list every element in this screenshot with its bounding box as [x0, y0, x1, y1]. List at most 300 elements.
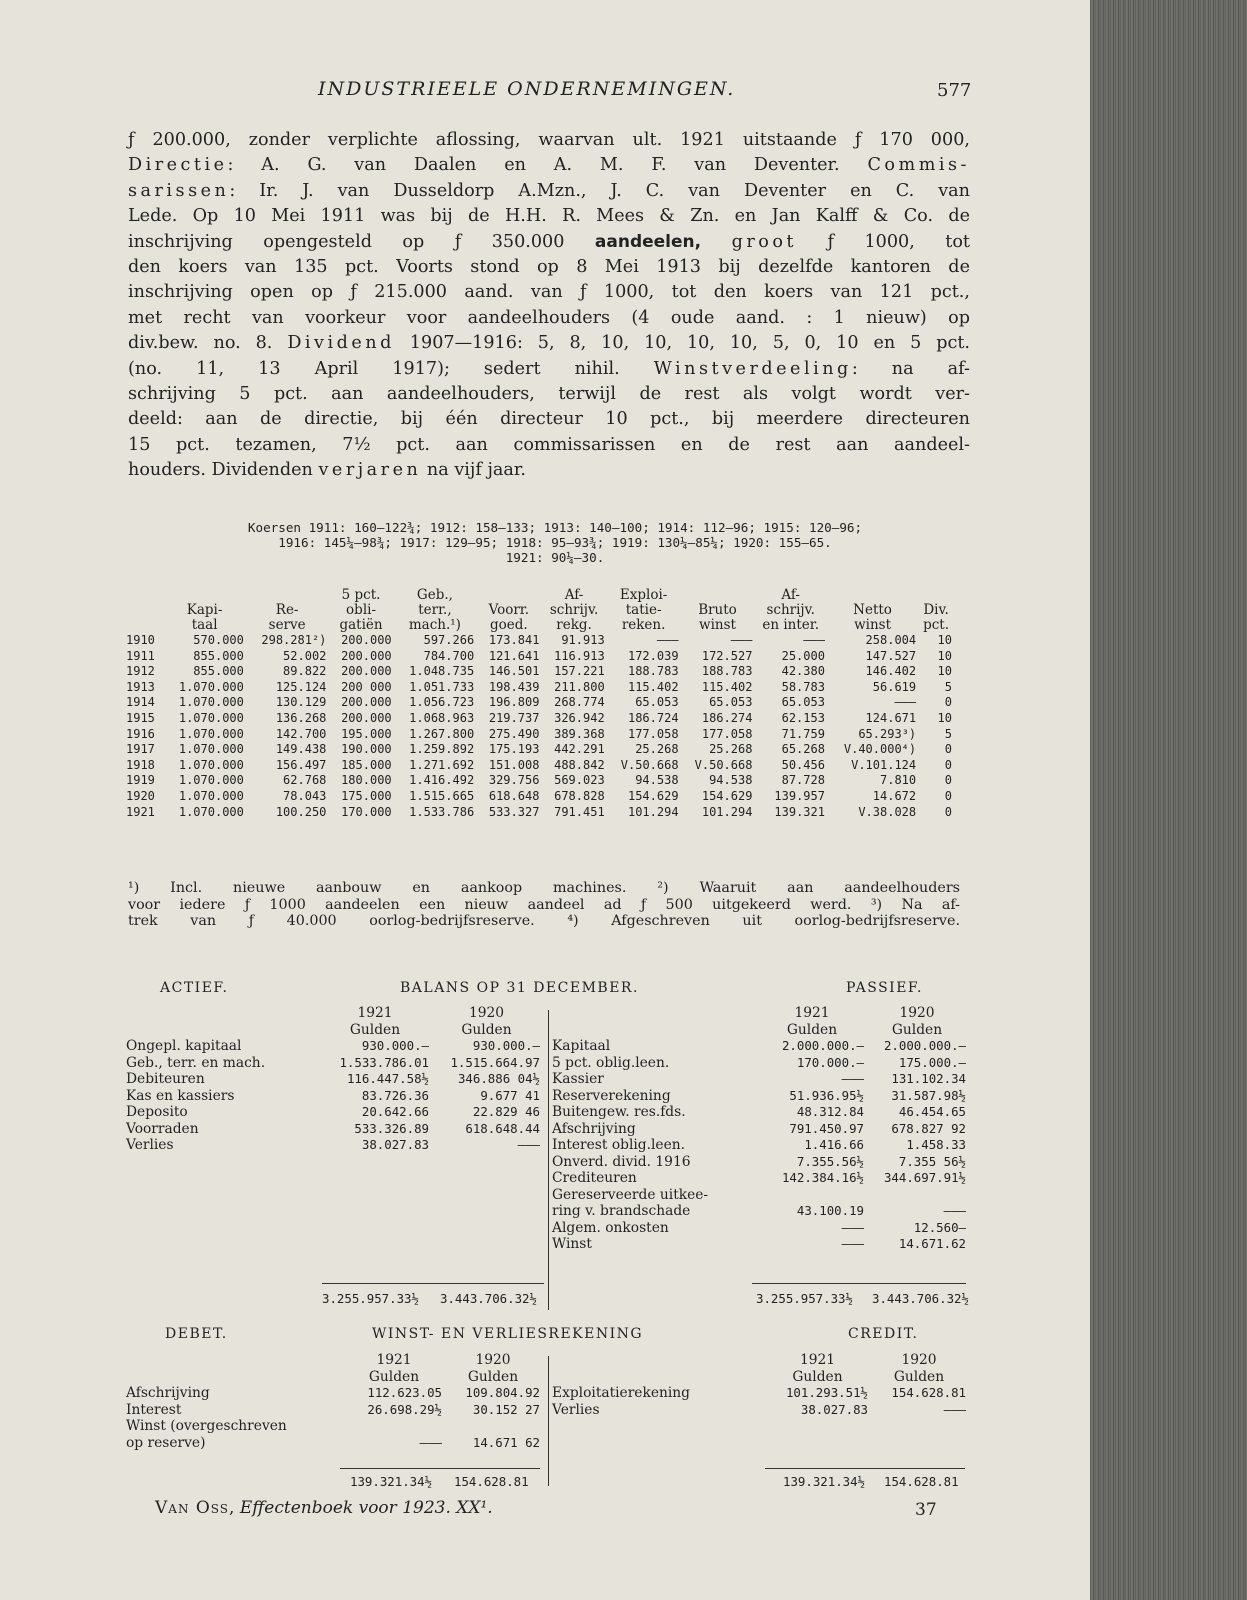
passief-item-label: Reserverekening: [552, 1087, 671, 1104]
actief-blank: [124, 1005, 319, 1022]
history-cell: 10: [937, 664, 952, 679]
passief-item-label: ring v. brandschade: [552, 1203, 691, 1219]
credit-row: [550, 1402, 968, 1419]
actief-value-1921: 83.726.36: [361, 1087, 429, 1103]
history-cell: 1.048.735: [409, 664, 475, 679]
credit-blank: [550, 1369, 765, 1386]
book-page-edges: [1090, 0, 1247, 1600]
history-cell: 1.068.963: [409, 710, 475, 725]
history-cell: 1.070.000: [178, 757, 244, 772]
passief-value-1921: 43.100.19: [796, 1203, 864, 1218]
passief-value-1921: 1.416.66: [804, 1137, 864, 1152]
passief-row: [550, 1104, 968, 1121]
history-cell: 151.008: [488, 757, 540, 772]
footnote-line: ¹) Incl. nieuwe aanbouw en aankoop machines. ²) Waaruit aan aandeelhouders: [128, 880, 960, 896]
history-column-header: Re- serve: [268, 602, 306, 633]
history-cell: 1.070.000: [178, 742, 244, 757]
actief-item-label: Voorraden: [126, 1120, 199, 1137]
history-cell: 136.268: [275, 710, 327, 725]
history-cell: 65.053: [781, 695, 825, 710]
history-year: 1913: [126, 679, 155, 694]
actief-row: [124, 1137, 542, 1154]
history-cell: 124.671: [865, 710, 917, 725]
history-cell: 125.124: [275, 679, 327, 694]
history-cell: 258.004: [865, 633, 917, 647]
history-cell: 180.000: [341, 773, 392, 788]
history-cell: 175.193: [488, 742, 540, 757]
body-line: [128, 407, 970, 432]
history-cell: 855.000: [193, 664, 244, 679]
share-price-line: 1916: 145¼—98¾; 1917: 129—95; 1918: 95—93¾; 1919: 130¼—85¼; 1920: 155—65.: [278, 535, 832, 550]
actief-value-1921: 20.642.66: [361, 1104, 429, 1119]
history-cell: 146.501: [488, 664, 540, 679]
history-cell: 5: [944, 679, 952, 694]
passief-item-label: Crediteuren: [552, 1170, 637, 1186]
history-row: [124, 711, 954, 727]
actief-item-label: Geb., terr. en mach.: [126, 1054, 266, 1071]
passief-value-1920: 131.102.34: [891, 1071, 966, 1086]
body-text-segment: Dividend: [287, 333, 395, 354]
body-line: [128, 128, 970, 153]
history-column-header: Voorr. goed.: [488, 602, 530, 633]
actief-row: [124, 1088, 542, 1105]
passief-year-header: [550, 1005, 968, 1022]
history-cell: 50.456: [781, 757, 825, 772]
history-cell: V.101.124: [851, 757, 917, 772]
history-year: 1919: [126, 773, 155, 788]
body-text-segment: houders. Dividenden: [128, 460, 319, 481]
body-text-segment: groot: [731, 231, 798, 252]
share-price-line: 1921: 90¼—30.: [505, 550, 605, 565]
actief-value-1920: 346.886 04½: [457, 1071, 540, 1086]
history-year: 1911: [126, 648, 155, 663]
history-cell: 275.490: [488, 726, 540, 741]
history-row: [124, 664, 954, 680]
passief-value-1921: ———: [841, 1071, 864, 1086]
history-cell: 172.039: [627, 648, 679, 663]
body-line: [128, 230, 970, 255]
actief-item-label: Ongepl. kapitaal: [126, 1038, 242, 1054]
history-cell: 154.629: [701, 788, 753, 803]
history-cell: 154.629: [627, 788, 679, 803]
history-cell: V.50.668: [620, 757, 679, 772]
passief-row: [550, 1088, 968, 1105]
actief-item-label: Verlies: [126, 1137, 174, 1153]
history-cell: 1.416.492: [409, 773, 475, 788]
history-cell: V.38.028: [858, 804, 917, 819]
share-price-line: Koersen 1911: 160—122¾; 1912: 158—133; 1913: 140—100; 1914: 112—96; 1915: 120—96;: [247, 520, 863, 535]
passief-value-1920: 46.454.65: [898, 1104, 966, 1119]
balans-actief-total-1921: 3.255.957.33½: [322, 1291, 419, 1306]
passief-item-label: Onverd. divid. 1916: [552, 1153, 691, 1170]
actief-value-1920: 930.000.—: [472, 1038, 540, 1053]
history-row: [124, 727, 954, 743]
passief-value-1920: 175.000.—: [898, 1054, 966, 1070]
passief-item-label: Gereserveerde uitkee-: [552, 1186, 709, 1203]
body-line: [128, 204, 970, 229]
body-line: [128, 433, 970, 458]
credit-unit-a: Gulden: [792, 1368, 843, 1385]
history-cell: 65.268: [781, 742, 825, 757]
history-cell: 10: [937, 648, 952, 663]
passief-item-label: 5 pct. oblig.leen.: [552, 1054, 670, 1071]
history-cell: 139.957: [774, 788, 825, 803]
body-line: [128, 306, 970, 331]
actief-row: [124, 1104, 542, 1121]
history-column-header: Div. pct.: [923, 602, 950, 633]
passief-value-1920: 7.355 56½: [898, 1153, 966, 1169]
debet-year-b: 1920: [475, 1352, 511, 1368]
history-row: [124, 789, 954, 805]
body-text-segment: Commis-: [867, 155, 970, 176]
history-cell: 326.942: [554, 710, 605, 725]
body-line: [128, 357, 970, 382]
body-text-segment: 15 pct. tezamen, 7½ pct. aan commissarissen en de rest aan aandeel-: [128, 434, 970, 455]
passief-row: [550, 1187, 968, 1204]
debet-row: [124, 1418, 542, 1435]
history-cell: 597.266: [423, 633, 475, 647]
history-cell: 389.368: [554, 726, 605, 741]
history-cell: 533.327: [488, 804, 540, 819]
actief-value-1921: 533.326.89: [354, 1120, 429, 1136]
passief-unit-b: Gulden: [891, 1021, 943, 1038]
winst-credit-total-rule: [765, 1468, 965, 1469]
history-cell: 146.402: [865, 664, 917, 679]
actief-year-header: [124, 1005, 542, 1022]
passief-value-1920: 14.671.62: [898, 1236, 966, 1251]
history-cell: 200.000: [341, 633, 392, 647]
history-column-header: Exploi- tatie- reken.: [619, 587, 668, 633]
history-cell: 185.000: [341, 757, 392, 772]
history-cell: 10: [937, 633, 952, 647]
history-year: 1910: [126, 633, 155, 647]
passief-blank: [550, 1005, 758, 1022]
history-cell: 87.728: [781, 773, 825, 788]
history-cell: 65.053: [709, 695, 753, 710]
history-cell: 65.053: [635, 695, 679, 710]
history-cell: 0: [944, 695, 952, 710]
history-column-header: Geb., terr., mach.¹): [408, 587, 461, 633]
balans-passief-table: [550, 1005, 968, 1253]
actief-value-1920: ———: [517, 1137, 540, 1152]
winst-debet-total-1921: 139.321.34½: [350, 1474, 433, 1489]
debet-value-1920: 109.804.92: [465, 1385, 540, 1400]
history-cell: 78.043: [283, 788, 327, 803]
debet-value-1920: 30.152 27: [472, 1401, 540, 1417]
footnote-line: voor iedere ƒ 1000 aandeelen een nieuw aandeel ad ƒ 500 uitgekeerd werd. ³) Na af-: [128, 896, 960, 913]
history-year: 1915: [126, 710, 155, 725]
history-cell: 200.000: [341, 695, 392, 710]
body-text-segment: sarissen: [128, 180, 230, 201]
debet-value-1921: [344, 1418, 444, 1435]
history-cell: 1.070.000: [178, 804, 244, 819]
history-cell: 56.619: [872, 679, 917, 694]
history-cell: 211.800: [554, 679, 605, 694]
history-cell: 442.291: [554, 742, 605, 757]
history-cell: 94.538: [709, 773, 753, 788]
history-cell: 173.841: [488, 633, 540, 647]
history-cell: 25.000: [781, 648, 825, 663]
history-cell: 1.070.000: [178, 788, 244, 803]
body-line: [128, 179, 970, 204]
history-cell: 329.756: [488, 773, 540, 788]
body-text-segment: na vijf jaar.: [421, 460, 526, 481]
running-header-title: INDUSTRIEELE ONDERNEMINGEN.: [318, 78, 736, 100]
passief-item-label: Kassier: [552, 1071, 604, 1087]
history-row: [124, 633, 954, 649]
balans-actief-total-1920: 3.443.706.32½: [440, 1291, 537, 1306]
history-table: [124, 588, 954, 820]
debet-unit-a: Gulden: [368, 1368, 420, 1385]
history-cell: 1.070.000: [178, 773, 244, 788]
history-column-header: Netto winst: [853, 602, 892, 633]
history-cell: 65.293³): [858, 726, 917, 741]
history-cell: 1.051.733: [409, 679, 475, 694]
history-cell: 71.759: [781, 726, 825, 741]
body-text-segment: 1907—1916: 5, 8, 10, 10, 10, 10, 5, 0, 10 en 5 pct.: [394, 333, 970, 354]
history-cell: 198.439: [488, 679, 540, 694]
history-cell: 156.497: [275, 757, 327, 772]
body-text-segment: Lede. Op 10 Mei 1911 was bij de H.H. R. Mees & Zn. en Jan Kalff & Co. de: [128, 206, 970, 227]
history-cell: 488.842: [554, 757, 605, 772]
passief-item-label: Interest oblig.leen.: [552, 1137, 686, 1153]
actief-label: ACTIEF.: [160, 980, 229, 996]
passief-row: [550, 1121, 968, 1138]
history-cell: 94.538: [635, 773, 679, 788]
winst-debet-table: [124, 1352, 542, 1451]
passief-row: [550, 1137, 968, 1154]
actief-value-1920: 618.648.44: [465, 1120, 540, 1136]
history-cell: 170.000: [341, 804, 392, 819]
history-cell: 1.533.786: [409, 804, 475, 819]
history-cell: 121.641: [488, 648, 540, 663]
actief-value-1920: 1.515.664.97: [450, 1054, 540, 1070]
passief-value-1921: 791.450.97: [789, 1120, 864, 1136]
history-cell: 190.000: [341, 742, 392, 757]
history-row: [124, 773, 954, 789]
body-text-segment: Directie: [128, 155, 228, 176]
history-cell: 62.153: [781, 710, 825, 725]
passief-item-label: Algem. onkosten: [552, 1219, 669, 1236]
actief-unit-a: Gulden: [349, 1021, 401, 1038]
history-table-body: [124, 633, 954, 820]
passief-value-1921: 142.384.16½: [781, 1170, 864, 1185]
body-text-segment: schrijving 5 pct. aan aandeelhouders, terwijl de rest als volgt wordt ver-: [128, 384, 970, 405]
passief-value-1921: 48.312.84: [796, 1104, 864, 1119]
credit-year-a: 1921: [799, 1352, 836, 1368]
credit-value-1920: 154.628.81: [891, 1385, 966, 1400]
debet-year-a: 1921: [376, 1352, 412, 1368]
winst-debet-total-1920: 154.628.81: [454, 1474, 529, 1489]
actief-item-label: Deposito: [126, 1104, 188, 1120]
history-cell: 784.700: [423, 648, 475, 663]
actief-row: [124, 1121, 542, 1138]
history-year: 1917: [126, 742, 155, 757]
history-cell: 157.221: [554, 664, 605, 679]
history-row: [124, 805, 954, 821]
footer-volume: XX¹.: [456, 1498, 493, 1518]
credit-item-label: Verlies: [552, 1401, 600, 1418]
debet-label: DEBET.: [165, 1326, 228, 1342]
history-cell: 186.724: [627, 710, 679, 725]
history-year: 1914: [126, 695, 155, 710]
body-line: [128, 331, 970, 356]
company-description: [128, 128, 970, 484]
history-cell: 569.023: [554, 773, 605, 788]
body-text-segment: inschrijving open op ƒ 215.000 aand. van ƒ 1000, tot den koers van 121 pct.,: [128, 282, 970, 303]
credit-row: [550, 1385, 968, 1402]
actief-year-a: 1921: [357, 1005, 393, 1021]
history-cell: 177.058: [627, 726, 679, 741]
history-cell: 1.056.723: [409, 695, 475, 710]
debet-item-label: Winst (overgeschreven: [126, 1418, 287, 1434]
debet-value-1921: ———: [419, 1434, 442, 1450]
history-cell: 1.267.800: [409, 726, 475, 741]
passief-row: [550, 1220, 968, 1237]
history-cell: ———: [803, 633, 825, 647]
history-cell: 200 000: [341, 679, 392, 694]
winst-title: WINST- EN VERLIESREKENING: [372, 1326, 644, 1342]
actief-year-b: 1920: [468, 1005, 505, 1021]
history-row: [124, 695, 954, 711]
actief-value-1921: 38.027.83: [361, 1137, 429, 1152]
history-column-header: Af- schrijv. en inter.: [762, 587, 820, 633]
debet-blank: [124, 1369, 344, 1386]
history-cell: 0: [944, 788, 952, 803]
history-cell: 195.000: [341, 726, 392, 741]
debet-value-1921: 26.698.29½: [367, 1401, 442, 1417]
history-cell: 10: [937, 710, 952, 725]
passief-row: [550, 1203, 968, 1220]
history-cell: 219.737: [488, 710, 540, 725]
passief-value-1920: 2.000.000.—: [883, 1038, 966, 1053]
history-column-header: Bruto winst: [698, 602, 737, 633]
actief-unit-b: Gulden: [461, 1021, 512, 1038]
passief-value-1921: ———: [841, 1236, 864, 1251]
body-text-segment: den koers van 135 pct. Voorts stond op 8 Mei 1913 bij dezelfde kantoren de: [128, 257, 970, 278]
history-year: 1912: [126, 664, 155, 679]
credit-value-1921: 38.027.83: [800, 1401, 868, 1417]
passief-item-label: Buitengew. res.fds.: [552, 1104, 686, 1120]
passief-row: [550, 1154, 968, 1171]
history-cell: 0: [944, 757, 952, 772]
history-cell: 5: [944, 726, 952, 741]
debet-value-1920: 14.671 62: [472, 1434, 540, 1450]
actief-value-1921: 1.533.786.01: [339, 1054, 429, 1070]
history-cell: 188.783: [627, 664, 679, 679]
history-cell: V.50.668: [694, 757, 753, 772]
passief-item-label: Winst: [552, 1236, 592, 1252]
credit-unit-header: [550, 1369, 968, 1386]
passief-item-label: Afschrijving: [552, 1120, 636, 1137]
body-line: [128, 280, 970, 305]
history-cell: 89.822: [283, 664, 327, 679]
actief-row: [124, 1055, 542, 1072]
history-cell: 172.527: [701, 648, 753, 663]
history-year: 1916: [126, 726, 155, 741]
passief-value-1921: 7.355.56½: [796, 1153, 864, 1169]
passief-blank: [550, 1022, 758, 1039]
body-text-segment: met recht van voorkeur voor aandeelhouders (4 oude aand. : 1 nieuw) op: [128, 307, 970, 328]
passief-value-1921: 170.000.—: [796, 1054, 864, 1070]
history-year: 1921: [126, 804, 155, 819]
history-year: 1920: [126, 788, 155, 803]
balans-actief-table: [124, 1005, 542, 1154]
body-text-segment: Winstverdeeling: [653, 358, 852, 379]
debet-blank: [124, 1352, 344, 1369]
history-cell: 175.000: [341, 788, 392, 803]
body-text-segment: div.bew. no. 8.: [128, 333, 288, 354]
history-cell: 1.259.892: [409, 742, 475, 757]
history-cell: 188.783: [701, 664, 753, 679]
footnote-line: trek van ƒ 40.000 oorlog-bedrijfsreserve. ⁴) Afgeschreven uit oorlog-bedrijfsreserve.: [128, 913, 960, 929]
history-cell: 115.402: [701, 679, 753, 694]
passief-year-a: 1921: [794, 1005, 830, 1021]
debet-item-label: op reserve): [126, 1434, 206, 1451]
history-cell: 147.527: [865, 648, 917, 663]
passief-value-1920: ———: [943, 1203, 966, 1218]
body-text-segment: inschrijving opengesteld op ƒ 350.000: [128, 231, 595, 252]
passief-value-1920: 1.458.33: [906, 1137, 966, 1152]
history-cell: 1.070.000: [178, 679, 244, 694]
history-cell: 142.700: [275, 726, 327, 741]
passief-value-1921: [758, 1187, 866, 1204]
body-text-segment: : na af-: [851, 358, 970, 379]
history-cell: 618.648: [488, 788, 540, 803]
history-cell: 101.294: [627, 804, 679, 819]
body-text-segment: : A. G. van Daalen en A. M. F. van Deventer.: [227, 155, 868, 176]
history-cell: 139.321: [774, 804, 825, 819]
history-cell: ———: [656, 633, 679, 647]
passief-value-1921: 2.000.000.—: [781, 1038, 864, 1053]
history-cell: 149.438: [275, 742, 327, 757]
body-line: [128, 153, 970, 178]
history-cell: 101.294: [701, 804, 753, 819]
debet-item-label: Interest: [126, 1401, 182, 1418]
share-prices: [145, 520, 965, 565]
history-cell: 570.000: [193, 633, 244, 647]
passief-row: [550, 1170, 968, 1187]
history-cell: 1.070.000: [178, 695, 244, 710]
passief-value-1920: 12.560—: [913, 1219, 966, 1235]
body-line: [128, 382, 970, 407]
history-cell: 1.515.665: [409, 788, 475, 803]
passief-value-1921: ———: [841, 1219, 864, 1235]
history-cell: 14.672: [872, 788, 917, 803]
history-cell: 0: [944, 804, 952, 819]
winst-debet-total-rule: [340, 1468, 540, 1469]
footnotes: [128, 880, 960, 930]
footer-signature: 37: [915, 1500, 937, 1520]
history-cell: 116.913: [554, 648, 605, 663]
passief-unit-a: Gulden: [786, 1021, 838, 1038]
debet-item-label: Afschrijving: [126, 1385, 210, 1401]
debet-row: [124, 1402, 542, 1419]
actief-value-1921: 930.000.—: [361, 1038, 429, 1053]
history-cell: 196.809: [488, 695, 540, 710]
credit-value-1921: 101.293.51½: [785, 1385, 868, 1400]
actief-item-label: Debiteuren: [126, 1071, 205, 1087]
history-row: [124, 758, 954, 774]
winst-credit-total-1920: 154.628.81: [884, 1474, 959, 1489]
footer-author: Van Oss: [155, 1498, 230, 1518]
history-cell: 52.002: [283, 648, 327, 663]
passief-label: PASSIEF.: [846, 980, 923, 996]
footer-citation: Van Oss, Effectenboek voor 1923. XX¹.: [155, 1498, 493, 1518]
actief-row: [124, 1038, 542, 1055]
credit-unit-b: Gulden: [893, 1368, 945, 1385]
body-text-segment: ƒ 1000, tot: [797, 231, 970, 252]
